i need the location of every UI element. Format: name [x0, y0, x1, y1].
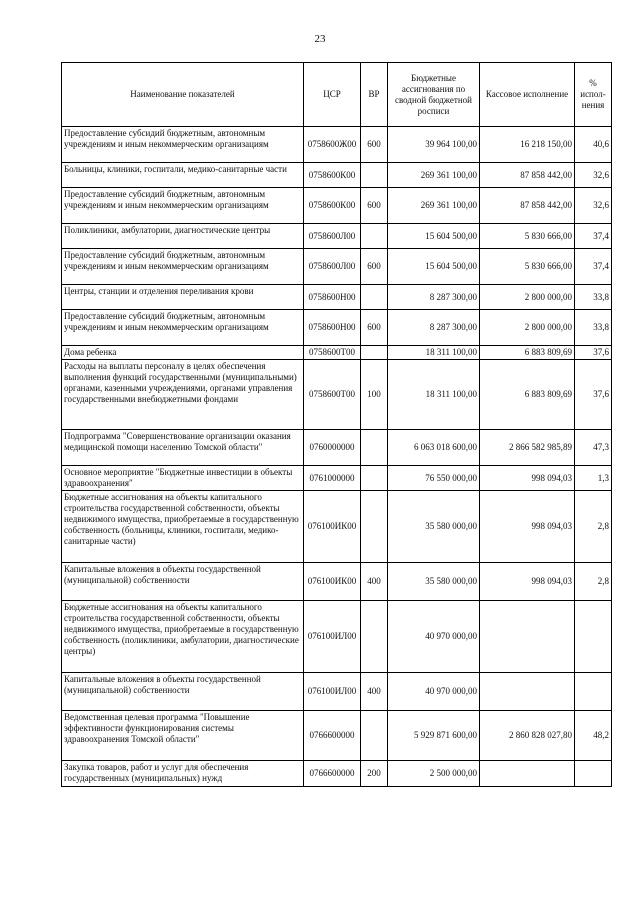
row-assignment-cell: 40 970 000,00 [388, 673, 480, 711]
table-row [62, 601, 612, 673]
row-name-cell: Больницы, клиники, госпитали, медико-санитарные части [62, 163, 304, 188]
row-percent-cell: 37,4 [575, 249, 612, 285]
table-row [62, 360, 612, 430]
row-percent-cell: 33,8 [575, 310, 612, 346]
row-name-cell: Расходы на выплаты персоналу в целях обеспечения выполнения функций государственными (муниципальными) органами, казенными учреждениями, органами управления государственными внебюджетными фондами [62, 360, 304, 430]
row-percent-cell: 2,8 [575, 563, 612, 601]
table-row [62, 673, 612, 711]
row-name-cell: Предоставление субсидий бюджетным, автономным учреждениям и иным некоммерческим организациям [62, 188, 304, 224]
table-row [62, 346, 612, 360]
row-vr-cell [361, 224, 388, 249]
row-csr-cell: 0766600000 [304, 711, 361, 761]
row-name-cell: Предоставление субсидий бюджетным, автономным учреждениям и иным некоммерческим организациям [62, 310, 304, 346]
row-vr-cell [361, 601, 388, 673]
row-name-cell: Поликлиники, амбулатории, диагностические центры [62, 224, 304, 249]
row-assignment-cell: 15 604 500,00 [388, 249, 480, 285]
row-csr-cell: 0758600Л00 [304, 224, 361, 249]
row-percent-cell: 2,8 [575, 491, 612, 563]
row-assignment-cell: 269 361 100,00 [388, 163, 480, 188]
row-percent-cell: 48,2 [575, 711, 612, 761]
row-assignment-cell: 18 311 100,00 [388, 360, 480, 430]
row-vr-cell: 400 [361, 563, 388, 601]
row-cash-cell: 2 800 000,00 [480, 285, 575, 310]
row-cash-cell: 2 866 582 985,89 [480, 430, 575, 466]
header-cash-execution: Кассовое исполнение [480, 63, 575, 127]
row-name-cell: Бюджетные ассигнования на объекты капитального строительства государственной собственности, объекты недвижимого имущества, приобретаемые в государственную собственность (больницы, клиники, госпитали, медико-санитарные части) [62, 491, 304, 563]
budget-execution-table [61, 62, 612, 787]
row-vr-cell [361, 163, 388, 188]
row-cash-cell: 5 830 666,00 [480, 224, 575, 249]
row-csr-cell: 0758600Н00 [304, 310, 361, 346]
row-csr-cell: 0758600Л00 [304, 249, 361, 285]
row-csr-cell: 076100ИК00 [304, 563, 361, 601]
row-csr-cell: 0760000000 [304, 430, 361, 466]
row-csr-cell: 0761000000 [304, 466, 361, 491]
row-cash-cell: 998 094,03 [480, 563, 575, 601]
header-csr: ЦСР [304, 63, 361, 127]
row-cash-cell [480, 601, 575, 673]
row-vr-cell [361, 466, 388, 491]
row-vr-cell [361, 491, 388, 563]
row-vr-cell [361, 285, 388, 310]
table-row [62, 285, 612, 310]
row-assignment-cell: 40 970 000,00 [388, 601, 480, 673]
row-cash-cell: 6 883 809,69 [480, 360, 575, 430]
table-row [62, 711, 612, 761]
header-vr: ВР [361, 63, 388, 127]
row-vr-cell: 400 [361, 673, 388, 711]
row-percent-cell: 1,3 [575, 466, 612, 491]
row-csr-cell: 0758600Т00 [304, 346, 361, 360]
row-name-cell: Подпрограмма "Совершенствование организации оказания медицинской помощи населению Томской области" [62, 430, 304, 466]
row-name-cell: Дома ребенка [62, 346, 304, 360]
row-percent-cell: 33,8 [575, 285, 612, 310]
row-assignment-cell: 39 964 100,00 [388, 127, 480, 163]
row-vr-cell [361, 711, 388, 761]
row-name-cell: Капитальные вложения в объекты государственной (муниципальной) собственности [62, 673, 304, 711]
row-percent-cell: 37,4 [575, 224, 612, 249]
row-percent-cell [575, 601, 612, 673]
row-name-cell: Бюджетные ассигнования на объекты капитального строительства государственной собственности, объекты недвижимого имущества, приобретаемые в государственную собственность (поликлиники, амбулатории, диагностические центры) [62, 601, 304, 673]
row-cash-cell: 998 094,03 [480, 466, 575, 491]
row-cash-cell: 2 800 000,00 [480, 310, 575, 346]
row-assignment-cell: 5 929 871 600,00 [388, 711, 480, 761]
header-execution-percent: % испол-нения [575, 63, 612, 127]
header-budget-assignment: Бюджетные ассигнования по сводной бюджетной росписи [388, 63, 480, 127]
table-row [62, 563, 612, 601]
row-csr-cell: 0758600К00 [304, 188, 361, 224]
row-assignment-cell: 15 604 500,00 [388, 224, 480, 249]
row-name-cell: Закупка товаров, работ и услуг для обеспечения государственных (муниципальных) нужд [62, 761, 304, 787]
table-row [62, 466, 612, 491]
row-cash-cell: 87 858 442,00 [480, 163, 575, 188]
row-assignment-cell: 8 287 300,00 [388, 285, 480, 310]
row-assignment-cell: 269 361 100,00 [388, 188, 480, 224]
row-percent-cell: 37,6 [575, 360, 612, 430]
row-percent-cell: 37,6 [575, 346, 612, 360]
row-name-cell: Предоставление субсидий бюджетным, автономным учреждениям и иным некоммерческим организациям [62, 127, 304, 163]
row-percent-cell: 40,6 [575, 127, 612, 163]
row-csr-cell: 0758600К00 [304, 163, 361, 188]
table-row [62, 163, 612, 188]
row-name-cell: Капитальные вложения в объекты государственной (муниципальной) собственности [62, 563, 304, 601]
row-cash-cell [480, 673, 575, 711]
row-csr-cell: 076100ИЛ00 [304, 601, 361, 673]
row-csr-cell: 0758600Н00 [304, 285, 361, 310]
table-row [62, 491, 612, 563]
table-row [62, 188, 612, 224]
row-csr-cell: 076100ИК00 [304, 491, 361, 563]
row-csr-cell: 0766600000 [304, 761, 361, 787]
table-row [62, 310, 612, 346]
row-vr-cell: 600 [361, 188, 388, 224]
row-cash-cell: 5 830 666,00 [480, 249, 575, 285]
row-cash-cell: 87 858 442,00 [480, 188, 575, 224]
row-assignment-cell: 35 580 000,00 [388, 491, 480, 563]
row-name-cell: Предоставление субсидий бюджетным, автономным учреждениям и иным некоммерческим организациям [62, 249, 304, 285]
row-name-cell: Ведомственная целевая программа "Повышение эффективности функционирования системы здравоохранения Томской области" [62, 711, 304, 761]
header-name: Наименование показателей [62, 63, 304, 127]
page-number: 23 [314, 33, 326, 45]
table-row [62, 224, 612, 249]
row-percent-cell [575, 761, 612, 787]
row-name-cell: Центры, станции и отделения переливания крови [62, 285, 304, 310]
row-vr-cell [361, 346, 388, 360]
row-assignment-cell: 35 580 000,00 [388, 563, 480, 601]
row-percent-cell: 32,6 [575, 188, 612, 224]
row-vr-cell: 600 [361, 310, 388, 346]
row-vr-cell: 200 [361, 761, 388, 787]
row-csr-cell: 076100ИЛ00 [304, 673, 361, 711]
row-vr-cell: 600 [361, 127, 388, 163]
row-cash-cell [480, 761, 575, 787]
row-assignment-cell: 2 500 000,00 [388, 761, 480, 787]
row-cash-cell: 6 883 809,69 [480, 346, 575, 360]
row-percent-cell: 32,6 [575, 163, 612, 188]
row-cash-cell: 16 218 150,00 [480, 127, 575, 163]
table-row [62, 430, 612, 466]
table-row [62, 761, 612, 787]
row-vr-cell: 600 [361, 249, 388, 285]
row-csr-cell: 0758600Ж00 [304, 127, 361, 163]
row-csr-cell: 0758600Т00 [304, 360, 361, 430]
row-cash-cell: 2 860 828 027,80 [480, 711, 575, 761]
table-row [62, 249, 612, 285]
row-assignment-cell: 76 550 000,00 [388, 466, 480, 491]
table-row [62, 127, 612, 163]
row-cash-cell: 998 094,03 [480, 491, 575, 563]
row-percent-cell: 47,3 [575, 430, 612, 466]
row-percent-cell [575, 673, 612, 711]
row-vr-cell: 100 [361, 360, 388, 430]
row-vr-cell [361, 430, 388, 466]
row-assignment-cell: 8 287 300,00 [388, 310, 480, 346]
row-assignment-cell: 18 311 100,00 [388, 346, 480, 360]
row-assignment-cell: 6 063 018 600,00 [388, 430, 480, 466]
row-name-cell: Основное мероприятие "Бюджетные инвестиции в объекты здравоохранения" [62, 466, 304, 491]
